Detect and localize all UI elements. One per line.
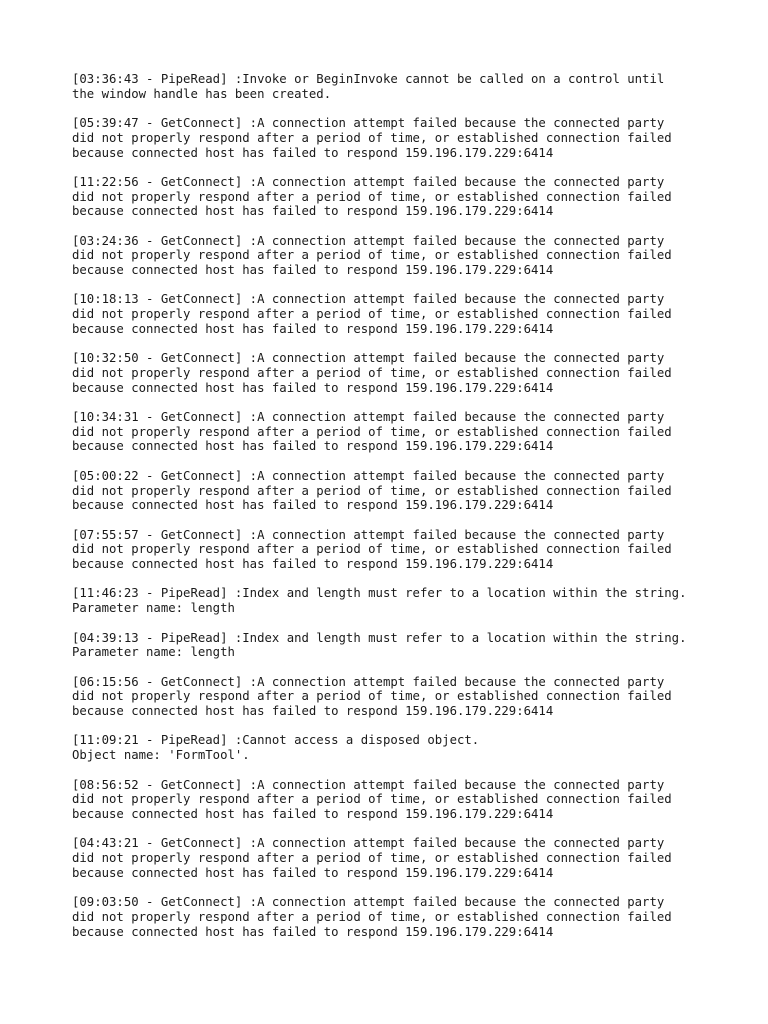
log-entry bbox=[72, 469, 712, 513]
log-entry-line: because connected host has failed to respond 159.196.179.229:6414 bbox=[72, 204, 554, 219]
log-entry bbox=[72, 72, 712, 101]
log-entry-line: because connected host has failed to respond 159.196.179.229:6414 bbox=[72, 806, 554, 821]
log-entry bbox=[72, 175, 712, 219]
log-entry bbox=[72, 733, 712, 762]
log-entry-line: did not properly respond after a period of time, or established connection failed bbox=[72, 130, 672, 145]
log-entry bbox=[72, 410, 712, 454]
log-entry-line: did not properly respond after a period of time, or established connection failed bbox=[72, 689, 672, 704]
log-entry-line: because connected host has failed to respond 159.196.179.229:6414 bbox=[72, 498, 554, 513]
log-entry-line: [10:18:13 - GetConnect] :A connection attempt failed because the connected party bbox=[72, 292, 665, 307]
log-entry-line: [03:36:43 - PipeRead] :Invoke or BeginInvoke cannot be called on a control until bbox=[72, 72, 665, 86]
log-entry-line: did not properly respond after a period of time, or established connection failed bbox=[72, 542, 672, 557]
log-entry-line: did not properly respond after a period of time, or established connection failed bbox=[72, 909, 672, 924]
log-entry-line: [11:09:21 - PipeRead] :Cannot access a disposed object. bbox=[72, 733, 480, 748]
log-entry-line: did not properly respond after a period of time, or established connection failed bbox=[72, 248, 672, 263]
log-entry-line: [05:00:22 - GetConnect] :A connection attempt failed because the connected party bbox=[72, 468, 665, 483]
log-entry-line: because connected host has failed to respond 159.196.179.229:6414 bbox=[72, 865, 554, 880]
log-entry-line: did not properly respond after a period of time, or established connection failed bbox=[72, 792, 672, 807]
log-entry-line: because connected host has failed to respond 159.196.179.229:6414 bbox=[72, 145, 554, 160]
log-entry-line: [08:56:52 - GetConnect] :A connection attempt failed because the connected party bbox=[72, 777, 665, 792]
log-entry bbox=[72, 351, 712, 395]
log-entry-line: [10:34:31 - GetConnect] :A connection attempt failed because the connected party bbox=[72, 410, 665, 425]
log-entry-line: because connected host has failed to respond 159.196.179.229:6414 bbox=[72, 263, 554, 278]
log-entry-line: did not properly respond after a period of time, or established connection failed bbox=[72, 307, 672, 322]
log-entry bbox=[72, 292, 712, 336]
log-entry-line: [11:22:56 - GetConnect] :A connection attempt failed because the connected party bbox=[72, 174, 665, 189]
log-entry-line: because connected host has failed to respond 159.196.179.229:6414 bbox=[72, 704, 554, 719]
log-entry-line: [05:39:47 - GetConnect] :A connection attempt failed because the connected party bbox=[72, 116, 665, 131]
log-entry bbox=[72, 836, 712, 880]
log-entry-line: because connected host has failed to respond 159.196.179.229:6414 bbox=[72, 321, 554, 336]
log-entry-line: [11:46:23 - PipeRead] :Index and length must refer to a location within the string. bbox=[72, 586, 687, 601]
log-entry-line: [06:15:56 - GetConnect] :A connection attempt failed because the connected party bbox=[72, 674, 665, 689]
log-entry-line: the window handle has been created. bbox=[72, 86, 332, 101]
log-entry-line: did not properly respond after a period of time, or established connection failed bbox=[72, 424, 672, 439]
log-entry bbox=[72, 234, 712, 278]
log-entry bbox=[72, 116, 712, 160]
log-entry-line: [09:03:50 - GetConnect] :A connection attempt failed because the connected party bbox=[72, 895, 665, 910]
log-entry bbox=[72, 895, 712, 939]
log-entry-line: because connected host has failed to respond 159.196.179.229:6414 bbox=[72, 557, 554, 572]
log-entry-line: [03:24:36 - GetConnect] :A connection attempt failed because the connected party bbox=[72, 233, 665, 248]
log-entry-line: did not properly respond after a period of time, or established connection failed bbox=[72, 189, 672, 204]
log-entry-line: because connected host has failed to respond 159.196.179.229:6414 bbox=[72, 439, 554, 454]
log-entry bbox=[72, 586, 712, 615]
log-entry-line: Object name: 'FormTool'. bbox=[72, 748, 250, 763]
log-entry bbox=[72, 631, 712, 660]
log-entry-line: [07:55:57 - GetConnect] :A connection attempt failed because the connected party bbox=[72, 527, 665, 542]
log-entry-line: because connected host has failed to respond 159.196.179.229:6414 bbox=[72, 924, 554, 939]
log-entry-line: [04:39:13 - PipeRead] :Index and length must refer to a location within the string. bbox=[72, 630, 687, 645]
log-entry-line: did not properly respond after a period of time, or established connection failed bbox=[72, 851, 672, 866]
log-entry-line: did not properly respond after a period of time, or established connection failed bbox=[72, 483, 672, 498]
log-entry bbox=[72, 778, 712, 822]
log-entry-line: [04:43:21 - GetConnect] :A connection attempt failed because the connected party bbox=[72, 836, 665, 851]
log-entry-line: [10:32:50 - GetConnect] :A connection attempt failed because the connected party bbox=[72, 351, 665, 366]
log-entry-line: Parameter name: length bbox=[72, 645, 235, 660]
log-entry bbox=[72, 675, 712, 719]
error-log-document bbox=[72, 72, 712, 954]
log-entry-line: because connected host has failed to respond 159.196.179.229:6414 bbox=[72, 380, 554, 395]
log-entry bbox=[72, 528, 712, 572]
log-entry-line: did not properly respond after a period of time, or established connection failed bbox=[72, 365, 672, 380]
log-entry-line: Parameter name: length bbox=[72, 601, 235, 616]
